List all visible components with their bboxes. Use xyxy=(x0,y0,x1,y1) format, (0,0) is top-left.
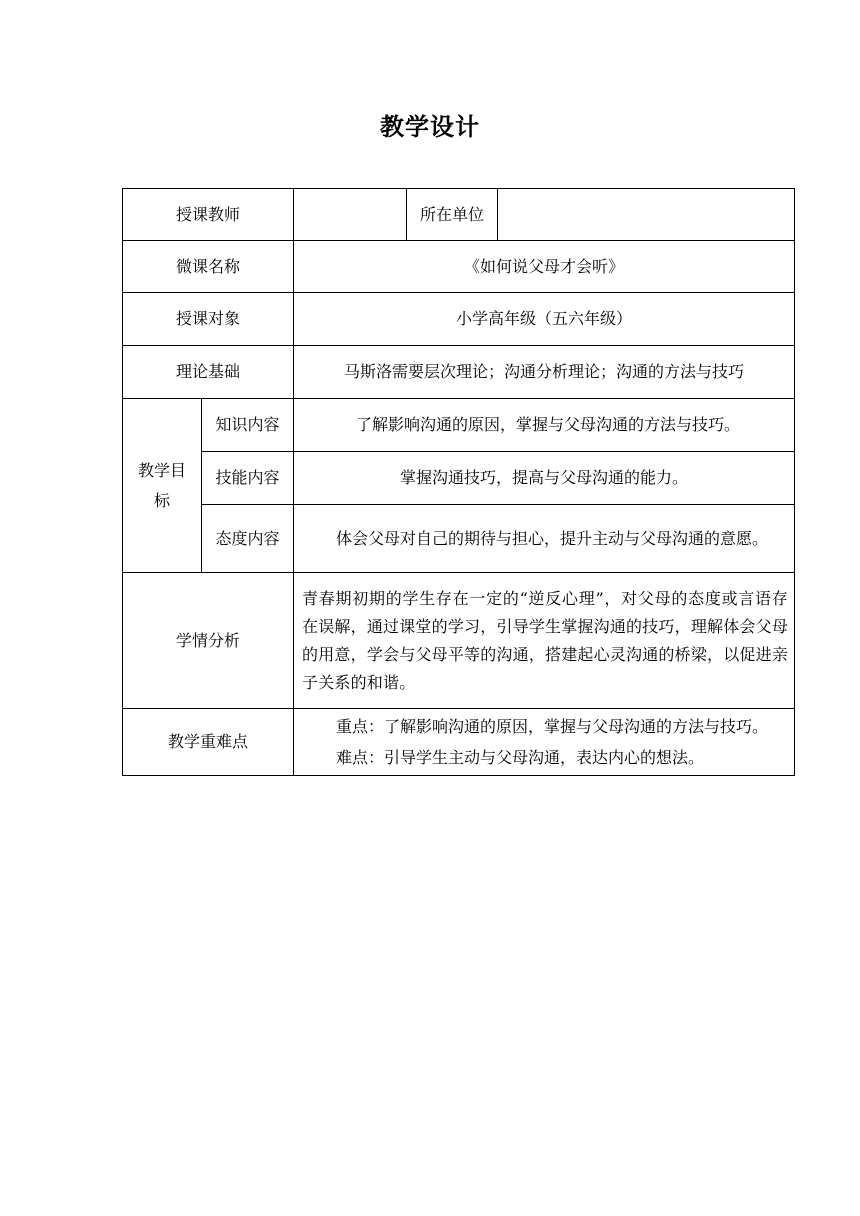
table-row xyxy=(123,452,795,505)
unit-label: 所在单位 xyxy=(407,189,498,241)
knowledge-cell xyxy=(294,399,795,452)
goals-label-cell xyxy=(123,399,202,573)
knowledge-value: 了解影响沟通的原因，掌握与父母沟通的方法与技巧。 xyxy=(356,415,741,434)
table-row xyxy=(123,293,795,346)
attitude-value: 体会父母对自己的期待与担心，提升主动与父母沟通的意愿。 xyxy=(336,528,769,548)
analysis-value: 青春期初期的学生存在一定的“逆反心理”，对父母的态度或言语存在误解，通过课堂的学习，引导学生掌握沟通的技巧，理解体会父母的用意，学会与父母平等的沟通，搭建起心灵沟通的桥梁，以促进亲子关系的和谐。 xyxy=(302,588,789,692)
page-title: 教学设计 xyxy=(380,113,480,141)
table-row xyxy=(123,573,795,709)
keypoints-label: 教学重难点 xyxy=(123,709,294,776)
theory-label: 理论基础 xyxy=(123,346,294,399)
audience-label: 授课对象 xyxy=(123,293,294,346)
knowledge-label: 知识内容 xyxy=(202,399,294,452)
table-row xyxy=(123,241,795,293)
table-row xyxy=(123,189,795,241)
skill-label: 技能内容 xyxy=(202,452,294,505)
analysis-label: 学情分析 xyxy=(123,573,294,709)
course-name-label: 微课名称 xyxy=(123,241,294,293)
table-row xyxy=(123,505,795,573)
analysis-cell xyxy=(294,573,795,709)
skill-value: 掌握沟通技巧，提高与父母沟通的能力。 xyxy=(294,452,795,505)
table-row xyxy=(123,346,795,399)
teacher-label: 授课教师 xyxy=(123,189,294,241)
unit-value xyxy=(498,189,795,241)
keypoints-cell xyxy=(294,709,795,776)
goals-label: 教学目标 xyxy=(137,460,186,510)
theory-cell xyxy=(294,346,795,399)
table-row xyxy=(123,709,795,776)
difficult-point: 难点：引导学生主动与父母沟通，表达内心的想法。 xyxy=(336,748,705,767)
attitude-cell xyxy=(294,505,795,573)
table-row xyxy=(123,399,795,452)
key-point: 重点：了解影响沟通的原因，掌握与父母沟通的方法与技巧。 xyxy=(336,717,769,736)
attitude-label: 态度内容 xyxy=(202,505,294,573)
audience-value: 小学高年级（五六年级） xyxy=(294,293,795,346)
teacher-value xyxy=(294,189,407,241)
course-name-value: 《如何说父母才会听》 xyxy=(294,241,795,293)
teaching-design-table xyxy=(122,188,795,776)
theory-value: 马斯洛需要层次理论；沟通分析理论；沟通的方法与技巧 xyxy=(344,362,745,381)
